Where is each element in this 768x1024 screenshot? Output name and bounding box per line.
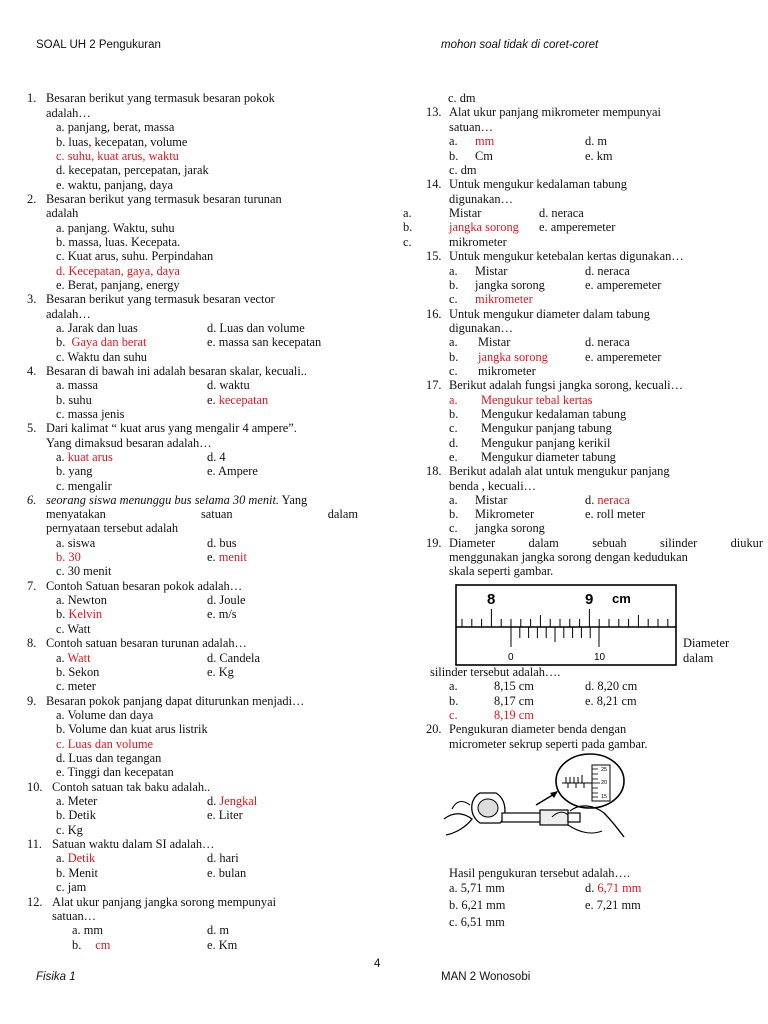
q19-side-text-2: dalam (683, 651, 714, 665)
q19-word: diukur (730, 536, 763, 550)
q19-line2: menggunakan jangka sorong dengan kedudukan (449, 550, 688, 564)
main-scale-label-9: 9 (585, 591, 594, 608)
q11-option-b: b. Menit (56, 866, 98, 880)
q2-option-d-answer: d. Kecepatan, gaya, daya (56, 264, 180, 278)
q7-b-prefix: b. (56, 607, 69, 621)
q11-option-d: d. hari (207, 851, 239, 865)
q4-option-a: a. massa (56, 378, 98, 392)
thimble-label-15: 15 (601, 794, 608, 800)
q17-number: 17. (426, 378, 442, 392)
q17-d-prefix: d. (449, 436, 459, 450)
q20-option-d-answer (585, 881, 641, 895)
q3-option-a: a. Jarak dan luas (56, 321, 138, 335)
q1-option-d: d. kecepatan, percepatan, jarak (56, 163, 209, 177)
q16-option-a: Mistar (478, 335, 511, 349)
q6-word2: satuan (200, 507, 233, 521)
vernier-label-10: 10 (594, 652, 606, 663)
q9-option-d: d. Luas dan tegangan (56, 751, 162, 765)
q10-option-d-answer (207, 794, 257, 808)
q4-e-text: kecepatan (218, 393, 269, 407)
q13-number: 13. (426, 105, 442, 119)
q17-option-a-answer: Mengukur tebal kertas (481, 393, 593, 407)
question-1 (27, 91, 36, 105)
q16-number: 16. (426, 307, 442, 321)
q5-option-a-answer (56, 450, 113, 464)
q19-option-d: d. 8,20 cm (585, 679, 638, 693)
q16-b-prefix: b. (449, 350, 459, 364)
q14-b-prefix: b. (403, 220, 413, 234)
q15-option-c-answer: mikrometer (475, 292, 533, 306)
q8-line1: Contoh satuan besaran turunan adalah… (46, 636, 247, 650)
q7-number: 7. (27, 579, 37, 593)
q1-option-c-answer: c. suhu, kuat arus, waktu (56, 149, 179, 163)
q16-c-prefix: c. (449, 364, 458, 378)
q18-line1: Berikut adalah alat untuk mengukur panjang (449, 464, 670, 478)
q15-c-prefix: c. (449, 292, 458, 306)
q4-option-c: c. massa jenis (56, 407, 125, 421)
q1-option-b: b. luas, kecepatan, volume (56, 135, 188, 149)
q18-option-d-answer (585, 493, 630, 507)
q20-line3: Hasil pengukuran tersebut adalah…. (449, 866, 630, 880)
q10-option-a: a. Meter (56, 794, 98, 808)
q20-option-c: c. 6,51 mm (449, 915, 505, 929)
q9-line1: Besaran pokok panjang dapat diturunkan menjadi… (46, 694, 305, 708)
q11-number: 11. (27, 837, 43, 851)
q20-option-b: b. 6,21 mm (449, 898, 506, 912)
q11-line1: Satuan waktu dalam SI adalah… (52, 837, 215, 851)
q7-option-b-answer (56, 607, 102, 621)
q14-a-prefix: a. (403, 206, 412, 220)
q17-e-prefix: e. (449, 450, 458, 464)
q6-option-b-answer: b. 30 (56, 550, 81, 564)
q6-number: 6. (27, 493, 37, 507)
q1-option-a: a. panjang, berat, massa (56, 120, 175, 134)
q14-c-prefix: c. (403, 235, 412, 249)
page-number: 4 (374, 958, 381, 970)
q10-option-b: b. Detik (56, 808, 96, 822)
q8-a-text: Watt (67, 651, 91, 665)
q11-option-e: e. bulan (207, 866, 247, 880)
q19-number: 19. (426, 536, 442, 550)
q16-a-prefix: a. (449, 335, 458, 349)
q3-line1: Besaran berikut yang termasuk besaran vector (46, 292, 275, 306)
q15-option-a: Mistar (475, 264, 508, 278)
q5-option-c: c. mengalir (56, 479, 112, 493)
q8-number: 8. (27, 636, 37, 650)
unit-label: cm (612, 591, 631, 606)
q14-option-c: mikrometer (449, 235, 507, 249)
q6-option-c: c. 30 menit (56, 564, 112, 578)
q19-side-text-1: Diameter (683, 636, 730, 650)
q6-rest-text: Yang (279, 493, 308, 507)
q5-a-text: kuat arus (67, 450, 113, 464)
q16-option-d: d. neraca (585, 335, 630, 349)
q2-number: 2. (27, 192, 37, 206)
q9-number: 9. (27, 694, 37, 708)
q2-option-c: c. Kuat arus, suhu. Perpindahan (56, 249, 214, 263)
q3-option-b-answer (56, 335, 147, 349)
q1-line2: adalah… (46, 106, 91, 120)
q4-option-d: d. waktu (207, 378, 250, 392)
q11-a-text: Detik (67, 851, 96, 865)
q9-option-b: b. Volume dan kuat arus listrik (56, 722, 208, 736)
q13-a-prefix: a. (449, 134, 458, 148)
q11-option-a-answer (56, 851, 95, 865)
q8-option-c: c. meter (56, 679, 96, 693)
q18-line2: benda , kecuali… (449, 479, 537, 493)
q17-c-prefix: c. (449, 421, 458, 435)
q19-a-prefix: a. (449, 679, 458, 693)
footer-right: MAN 2 Wonosobi (441, 971, 531, 983)
q14-number: 14. (426, 177, 442, 191)
q19-word: sebuah (592, 536, 627, 550)
q14-line1: Untuk mengukur kedalaman tabung (449, 177, 627, 191)
q10-option-c: c. Kg (56, 823, 83, 837)
q18-number: 18. (426, 464, 442, 478)
q1-option-e: e. waktu, panjang, daya (56, 178, 173, 192)
q12-b-text: cm (95, 938, 111, 952)
q9-option-c-answer: c. Luas dan volume (56, 737, 154, 751)
q2-option-b: b. massa, luas. Kecepata. (56, 235, 181, 249)
q10-option-e: e. Liter (207, 808, 243, 822)
q20-d-prefix: d. (585, 881, 598, 895)
q17-option-e: Mengukur diameter tabung (481, 450, 616, 464)
q15-number: 15. (426, 249, 442, 263)
q5-line2: Yang dimaksud besaran adalah… (46, 436, 212, 450)
q11-option-c: c. jam (56, 880, 87, 894)
q3-option-e: e. massa san kecepatan (207, 335, 322, 349)
q10-d-prefix: d. (207, 794, 220, 808)
main-scale-label-8: 8 (487, 591, 496, 608)
q3-b-text: Gaya dan berat (71, 335, 147, 349)
q16-line1: Untuk mengukur diameter dalam tabung (449, 307, 650, 321)
q6-option-e-answer (207, 550, 247, 564)
q19-word: silinder (660, 536, 698, 550)
q14-option-d: d. neraca (539, 206, 584, 220)
q14-option-e: e. amperemeter (539, 220, 616, 234)
q19-option-b: 8,17 cm (494, 694, 534, 708)
q20-number: 20. (426, 722, 442, 736)
q13-line2: satuan… (449, 120, 494, 134)
q6-line3: pernyataan tersebut adalah (46, 521, 179, 535)
q4-option-e-answer (207, 393, 268, 407)
q12-line2: satuan… (52, 909, 97, 923)
q10-number: 10. (27, 780, 43, 794)
q15-option-e: e. amperemeter (585, 278, 662, 292)
q19-line3: skala seperti gambar. (449, 564, 554, 578)
q7-option-d: d. Joule (207, 593, 246, 607)
q18-b-prefix: b. (449, 507, 459, 521)
q16-line2: digunakan… (449, 321, 514, 335)
q19-word: Diameter (449, 536, 496, 550)
q12-number: 12. (27, 895, 43, 909)
q20-d-text: 6,71 mm (597, 881, 642, 895)
q18-option-a: Mistar (475, 493, 508, 507)
q17-line1: Berikut adalah fungsi jangka sorong, kecuali… (449, 378, 683, 392)
q18-option-b: Mikrometer (475, 507, 535, 521)
q10-d-text: Jengkal (219, 794, 258, 808)
q6-italic-text: seorang siswa menunggu bus selama 30 menit. (46, 493, 280, 507)
q2-option-a: a. panjang. Waktu, suhu (56, 221, 175, 235)
q3-line2: adalah… (46, 307, 91, 321)
q9-option-a: a. Volume dan daya (56, 708, 154, 722)
q14-line2: digunakan… (449, 192, 514, 206)
q4-option-b: b. suhu (56, 393, 92, 407)
q13-option-d: d. m (585, 134, 608, 148)
q6-option-d: d. bus (207, 536, 237, 550)
q5-option-d: d. 4 (207, 450, 226, 464)
q18-option-e: e. roll meter (585, 507, 646, 521)
q13-option-a-answer: mm (475, 134, 495, 148)
q17-a-prefix: a. (449, 393, 458, 407)
q6-line1 (46, 493, 307, 507)
q6-word1: menyatakan (46, 507, 106, 521)
q15-option-d: d. neraca (585, 264, 630, 278)
q11-a-prefix: a. (56, 851, 68, 865)
q14-option-a: Mistar (449, 206, 482, 220)
q7-option-c: c. Watt (56, 622, 91, 636)
q4-line1: Besaran di bawah ini adalah besaran skalar, kecuali.. (46, 364, 307, 378)
q8-option-d: d. Candela (207, 651, 260, 665)
footer-left: Fisika 1 (36, 971, 76, 983)
q18-a-prefix: a. (449, 493, 458, 507)
q15-a-prefix: a. (449, 264, 458, 278)
micrometer-figure (440, 753, 626, 849)
q15-b-prefix: b. (449, 278, 459, 292)
q7-option-a: a. Newton (56, 593, 107, 607)
q18-option-c: jangka sorong (475, 521, 545, 535)
q3-b-prefix: b. (56, 335, 72, 349)
q5-option-b: b. yang (56, 464, 93, 478)
q15-option-b: jangka sorong (475, 278, 545, 292)
q20-option-a: a. 5,71 mm (449, 881, 505, 895)
vernier-caliper-figure (455, 584, 677, 666)
q18-c-prefix: c. (449, 521, 458, 535)
q19-c-prefix: c. (449, 708, 458, 722)
q5-line1: Dari kalimat “ kuat arus yang mengalir 4 ampere”. (46, 421, 297, 435)
q7-line1: Contoh Satuan besaran pokok adalah… (46, 579, 243, 593)
q12-option-c: c. dm (448, 91, 476, 105)
q15-line1: Untuk mengukur ketebalan kertas digunakan… (449, 249, 684, 263)
q19-option-e: e. 8,21 cm (585, 694, 637, 708)
q16-option-c: mikrometer (478, 364, 536, 378)
q6-line2 (46, 507, 358, 521)
q14-option-b-answer: jangka sorong (449, 220, 519, 234)
q18-d-text: neraca (597, 493, 630, 507)
q17-b-prefix: b. (449, 407, 459, 421)
q12-option-a: a. mm (72, 923, 103, 937)
q13-b-prefix: b. (449, 149, 459, 163)
q1-line1: Besaran berikut yang termasuk besaran pokok (46, 91, 275, 105)
q12-option-d: d. m (207, 923, 230, 937)
q7-b-text: Kelvin (68, 607, 103, 621)
q17-option-b: Mengukur kedalaman tabung (481, 407, 627, 421)
q3-number: 3. (27, 292, 37, 306)
q7-option-e: e. m/s (207, 607, 237, 621)
q8-a-prefix: a. (56, 651, 68, 665)
q20-line1: Pengukuran diameter benda dengan (449, 722, 627, 736)
q17-option-d: Mengukur panjang kerikil (481, 436, 611, 450)
q12-option-b-answer (72, 938, 110, 952)
q13-option-e: e. km (585, 149, 613, 163)
q18-d-prefix: d. (585, 493, 598, 507)
q3-option-d: d. Luas dan volume (207, 321, 305, 335)
q12-option-e: e. Km (207, 938, 238, 952)
q13-option-c: c. dm (449, 163, 477, 177)
q16-option-e: e. amperemeter (585, 350, 662, 364)
thimble-label-20: 20 (601, 780, 608, 786)
q6-option-a: a. siswa (56, 536, 96, 550)
q19-option-a: 8,15 cm (494, 679, 534, 693)
q13-option-b: Cm (475, 149, 493, 163)
q20-option-e: e. 7,21 mm (585, 898, 641, 912)
q4-e-prefix: e. (207, 393, 219, 407)
q9-option-e: e. Tinggi dan kecepatan (56, 765, 174, 779)
q5-option-e: e. Ampere (207, 464, 258, 478)
q-number: 1. (27, 91, 37, 105)
q2-line2: adalah (46, 206, 79, 220)
q8-option-a-answer (56, 651, 91, 665)
q2-option-e: e. Berat, panjang, energy (56, 278, 180, 292)
header-left: SOAL UH 2 Pengukuran (36, 39, 161, 51)
q17-option-c: Mengukur panjang tabung (481, 421, 612, 435)
q19-word: dalam (528, 536, 559, 550)
q8-option-e: e. Kg (207, 665, 234, 679)
q19-line1 (449, 536, 763, 550)
header-right: mohon soal tidak di coret-coret (441, 39, 599, 51)
q5-number: 5. (27, 421, 37, 435)
q8-option-b: b. Sekon (56, 665, 100, 679)
q13-line1: Alat ukur panjang mikrometer mempunyai (449, 105, 661, 119)
q19-line4: silinder tersebut adalah…. (430, 665, 561, 679)
q20-line2: micrometer sekrup seperti pada gambar. (449, 737, 648, 751)
q3-option-c: c. Waktu dan suhu (56, 350, 147, 364)
q5-a-prefix: a. (56, 450, 68, 464)
q10-line1: Contoh satuan tak baku adalah.. (52, 780, 211, 794)
q4-number: 4. (27, 364, 37, 378)
q12-b-prefix: b. (72, 938, 82, 952)
q16-option-b-answer: jangka sorong (478, 350, 548, 364)
q19-option-c-answer: 8,19 cm (494, 708, 534, 722)
q12-line1: Alat ukur panjang jangka sorong mempunyai (52, 895, 277, 909)
q6-word3: dalam (327, 507, 358, 521)
q2-line1: Besaran berikut yang termasuk besaran turunan (46, 192, 282, 206)
q19-b-prefix: b. (449, 694, 459, 708)
q6-e-prefix: e. (207, 550, 219, 564)
thimble-label-25: 25 (601, 767, 608, 773)
vernier-label-0: 0 (508, 652, 514, 663)
q6-e-text: menit (218, 550, 247, 564)
